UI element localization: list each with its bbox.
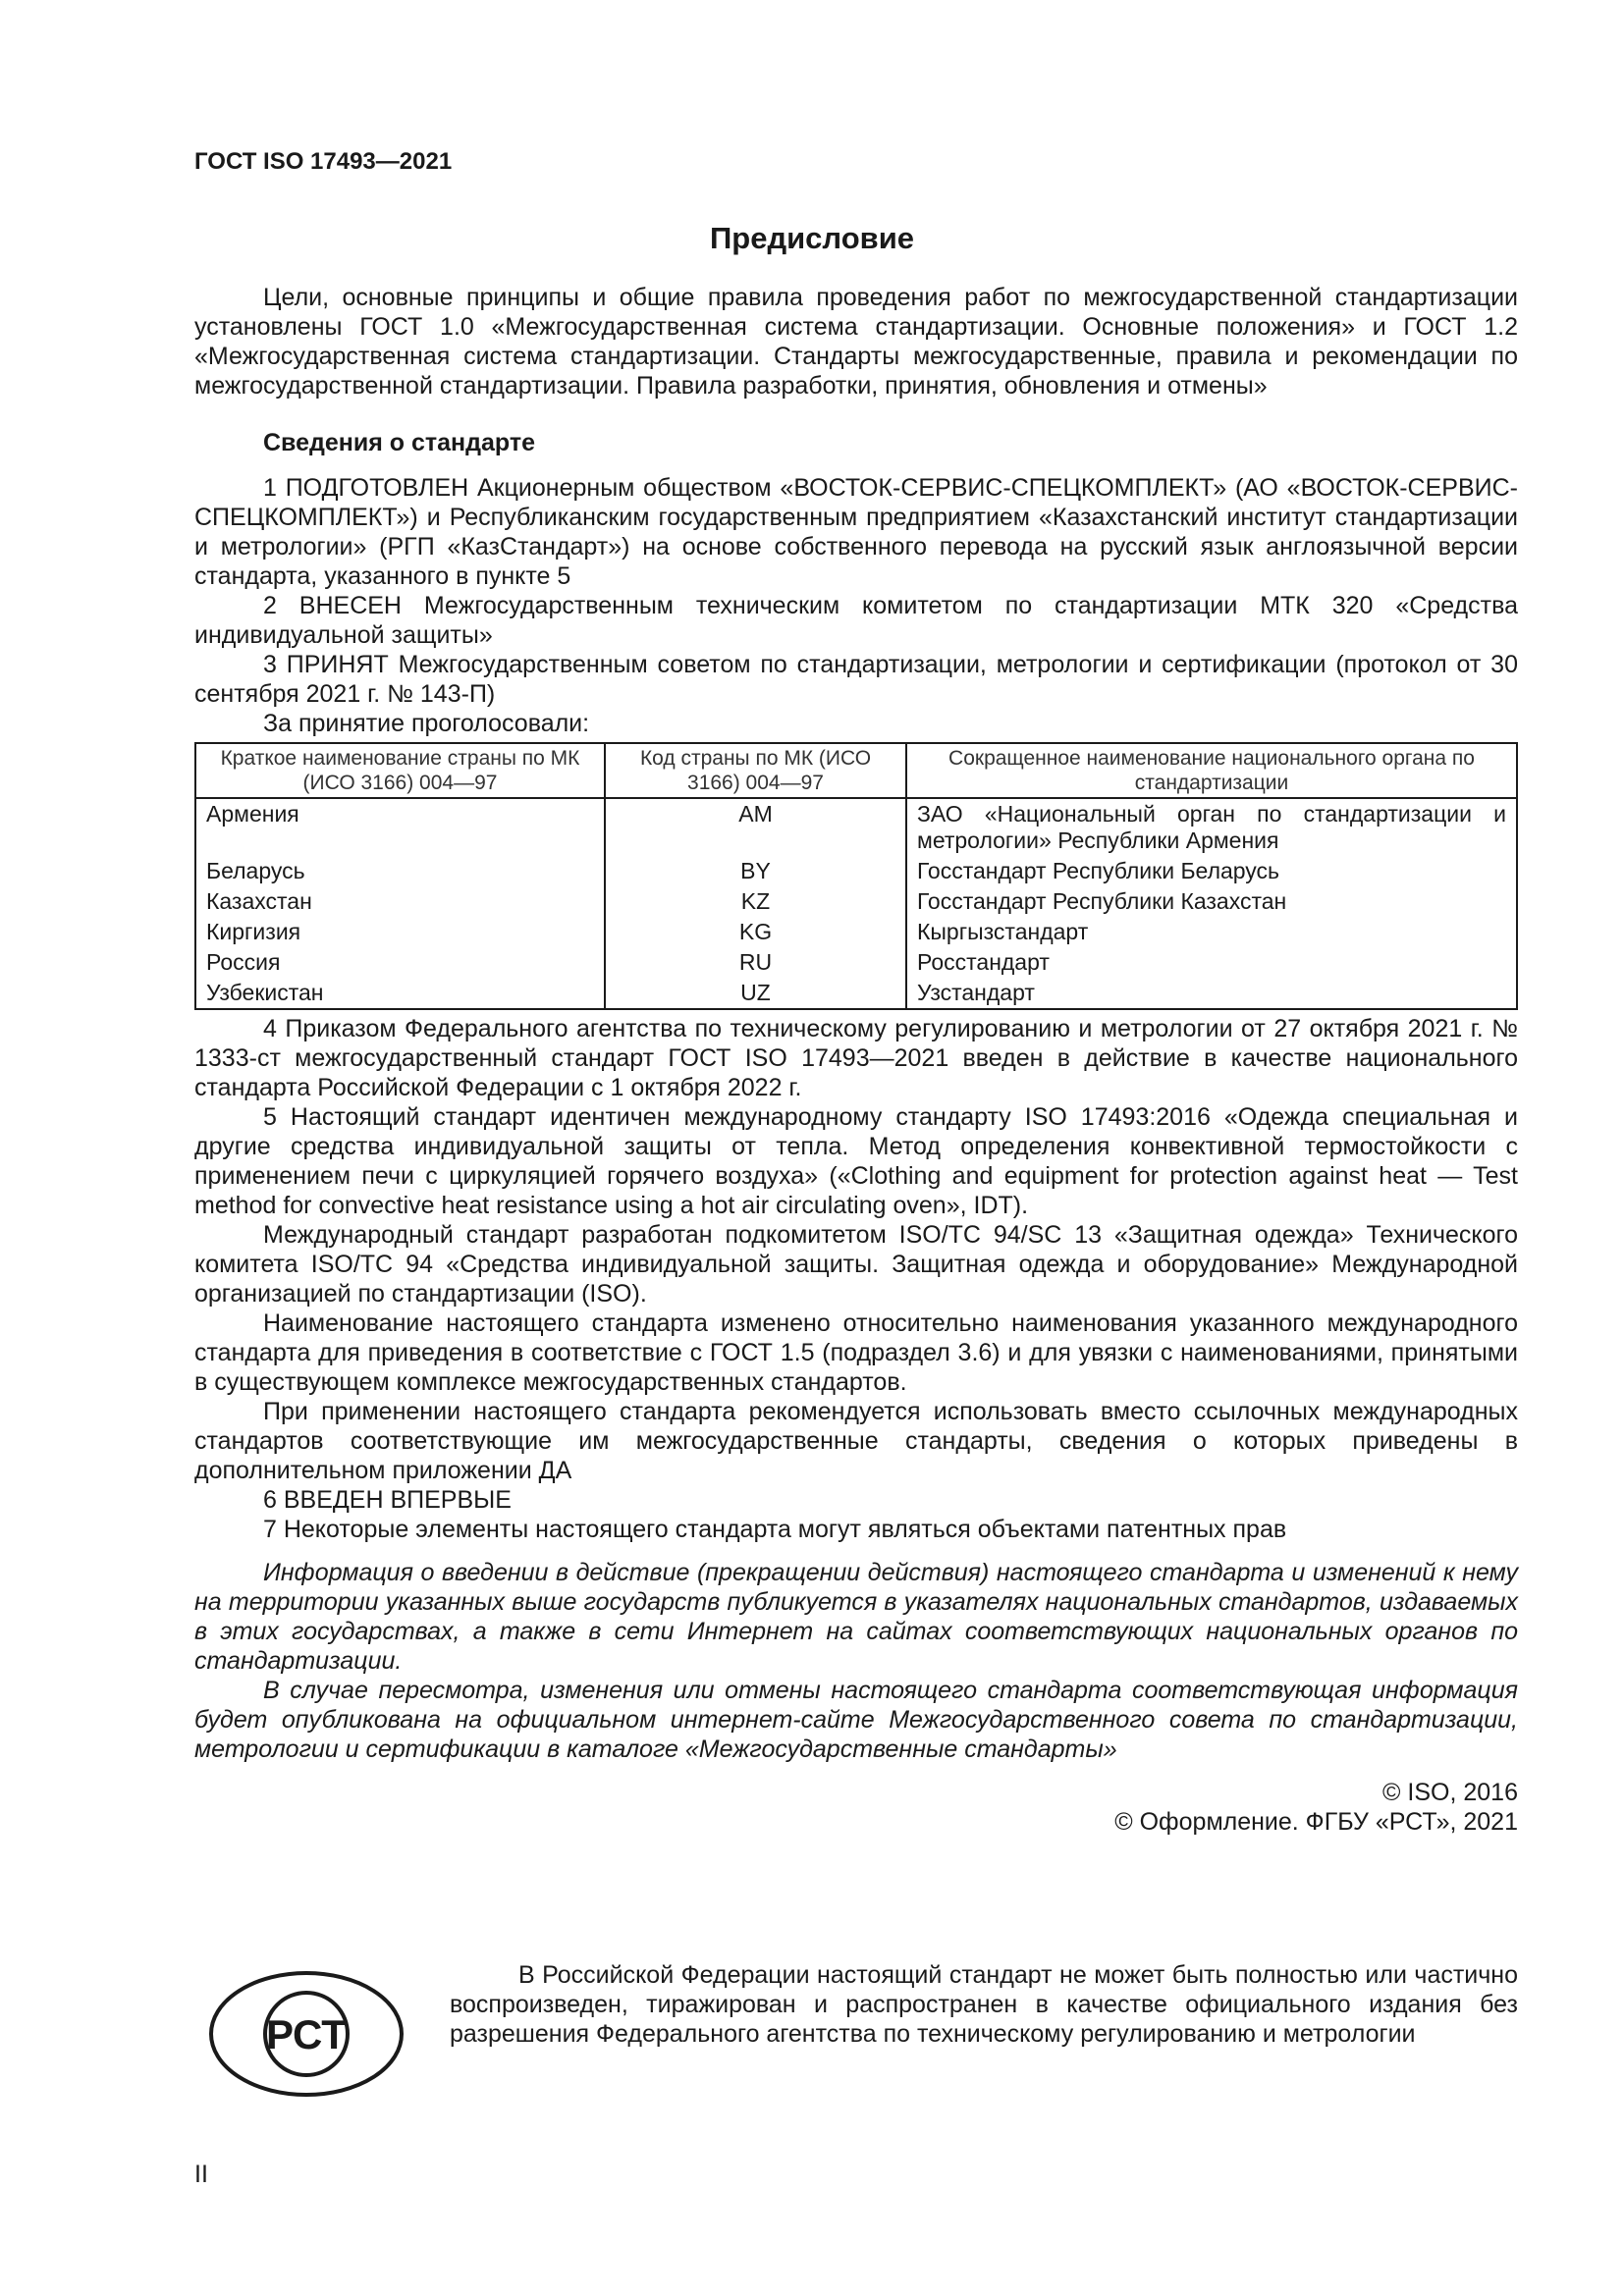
table-cell-country: Казахстан (195, 886, 605, 917)
item-4: 4 Приказом Федерального агентства по техническому регулированию и метрологии от 27 октября 2021 г. № 1333-ст межгосударственный стандарт ГОСТ ISO 17493—2021 введен в действие в качестве национального стандарта Российской Федерации с 1 октября 2022 г. (194, 1015, 1518, 1101)
table-header-row (195, 743, 1517, 798)
item-5-title-change: Наименование настоящего стандарта изменено относительно наименования указанного международного стандарта для приведения в соответствие с ГОСТ 1.5 (подраздел 3.6) и для увязки с наименованиями, принятыми в существующем комплексе межгосударственных стандартов. (194, 1309, 1518, 1396)
table-cell-body: Госстандарт Республики Беларусь (906, 856, 1517, 886)
table-row (195, 978, 1517, 1009)
table-cell-code: KZ (605, 886, 906, 917)
table-row (195, 798, 1517, 856)
table-cell-country: Беларусь (195, 856, 605, 886)
copyright-iso: © ISO, 2016 (1382, 1779, 1518, 1806)
table-cell-country: Россия (195, 947, 605, 978)
table-cell-code: KG (605, 917, 906, 947)
table-cell-body: Госстандарт Республики Казахстан (906, 886, 1517, 917)
italic-revision-paragraph: В случае пересмотра, изменения или отмены настоящего стандарта соответствующая информация будет опубликована на официальном интернет-сайте Межгосударственного совета по стандартизации, метрологии и сертификации в каталоге «Межгосударственные стандарты» (194, 1677, 1518, 1763)
item-1: 1 ПОДГОТОВЛЕН Акционерным обществом «ВОСТОК-СЕРВИС-СПЕЦКОМПЛЕКТ» (АО «ВОСТОК-СЕРВИС-СПЕЦКОМПЛЕКТ») и Республиканским государственным предприятием «Казахстанский институт стандартизации и метрологии» (РГП «КазСтандарт») на основе собственного перевода на русский язык англоязычной версии стандарта, указанного в пункте 5 (194, 474, 1518, 590)
table-cell-country: Армения (195, 798, 605, 856)
rst-logo (208, 1970, 405, 2098)
item-7: 7 Некоторые элементы настоящего стандарта могут являться объектами патентных прав (263, 1516, 1287, 1543)
table-cell-code: RU (605, 947, 906, 978)
table-header-country: Краткое наименование страны по МК (ИСО 3166) 004—97 (195, 743, 605, 798)
vote-caption: За принятие проголосовали: (263, 710, 590, 737)
table-header-code: Код страны по МК (ИСО 3166) 004—97 (605, 743, 906, 798)
item-3: 3 ПРИНЯТ Межгосударственным советом по стандартизации, метрологии и сертификации (протокол от 30 сентября 2021 г. № 143-П) (194, 651, 1518, 708)
intro-paragraph: Цели, основные принципы и общие правила проведения работ по межгосударственной стандартизации установлены ГОСТ 1.0 «Межгосударственная система стандартизации. Основные положения» и ГОСТ 1.2 «Межгосударственная система стандартизации. Стандарты межгосударственные, правила и рекомендации по межгосударственной стандартизации. Правила разработки, принятия, обновления и отмены» (194, 284, 1518, 400)
document-header: ГОСТ ISO 17493—2021 (194, 148, 453, 175)
table-row (195, 886, 1517, 917)
page-number: II (194, 2161, 208, 2188)
table-cell-code: AM (605, 798, 906, 856)
voting-table (194, 742, 1518, 1010)
table-cell-code: UZ (605, 978, 906, 1009)
table-cell-body: Кыргызстандарт (906, 917, 1517, 947)
table-row (195, 856, 1517, 886)
table-cell-country: Узбекистан (195, 978, 605, 1009)
item-6: 6 ВВЕДЕН ВПЕРВЫЕ (263, 1486, 512, 1514)
rst-logo-icon (208, 1970, 405, 2098)
item-5-committee: Международный стандарт разработан подкомитетом ISO/TC 94/SC 13 «Защитная одежда» Технического комитета ISO/TC 94 «Средства индивидуальной защиты. Защитная одежда и оборудование» Международной организацией по стандартизации (ISO). (194, 1221, 1518, 1308)
table-cell-body: Росстандарт (906, 947, 1517, 978)
table-cell-body: Узстандарт (906, 978, 1517, 1009)
table-header-body: Сокращенное наименование национального органа по стандартизации (906, 743, 1517, 798)
reproduction-notice: В Российской Федерации настоящий стандарт не может быть полностью или частично воспроизведен, тиражирован и распространен в качестве официального издания без разрешения Федерального агентства по техническому регулированию и метрологии (450, 1961, 1518, 2048)
footer-notice-block (194, 1960, 1518, 2098)
item-5-references: При применении настоящего стандарта рекомендуется использовать вместо ссылочных международных стандартов соответствующие им межгосударственные стандарты, сведения о которых приведены в дополнительном приложении ДА (194, 1398, 1518, 1484)
document-body (194, 283, 1518, 1837)
table-cell-country: Киргизия (195, 917, 605, 947)
page-title: Предисловие (709, 221, 914, 255)
item-2: 2 ВНЕСЕН Межгосударственным техническим комитетом по стандартизации МТК 320 «Средства индивидуальной защиты» (194, 592, 1518, 649)
table-cell-code: BY (605, 856, 906, 886)
table-row (195, 917, 1517, 947)
copyright-rst: © Оформление. ФГБУ «РСТ», 2021 (1114, 1808, 1518, 1836)
section-subheading: Сведения о стандарте (263, 429, 536, 456)
item-5: 5 Настоящий стандарт идентичен международному стандарту ISO 17493:2016 «Одежда специальная и другие средства индивидуальной защиты от тепла. Метод определения конвективной термостойкости с применением печи с циркуляцией горячего воздуха» («Clothing and equipment for protection against heat — Test method for convective heat resistance using a hot air circulating oven», IDT). (194, 1103, 1518, 1219)
logo-lettering: РСТ (266, 2011, 347, 2057)
table-row (195, 947, 1517, 978)
italic-info-paragraph: Информация о введении в действие (прекращении действия) настоящего стандарта и изменений к нему на территории указанных выше государств публикуется в указателях национальных стандартов, издаваемых в этих государствах, а также в сети Интернет на сайтах соответствующих национальных органов по стандартизации. (194, 1559, 1518, 1675)
table-cell-body: ЗАО «Национальный орган по стандартизации и метрологии» Республики Армения (906, 798, 1517, 856)
